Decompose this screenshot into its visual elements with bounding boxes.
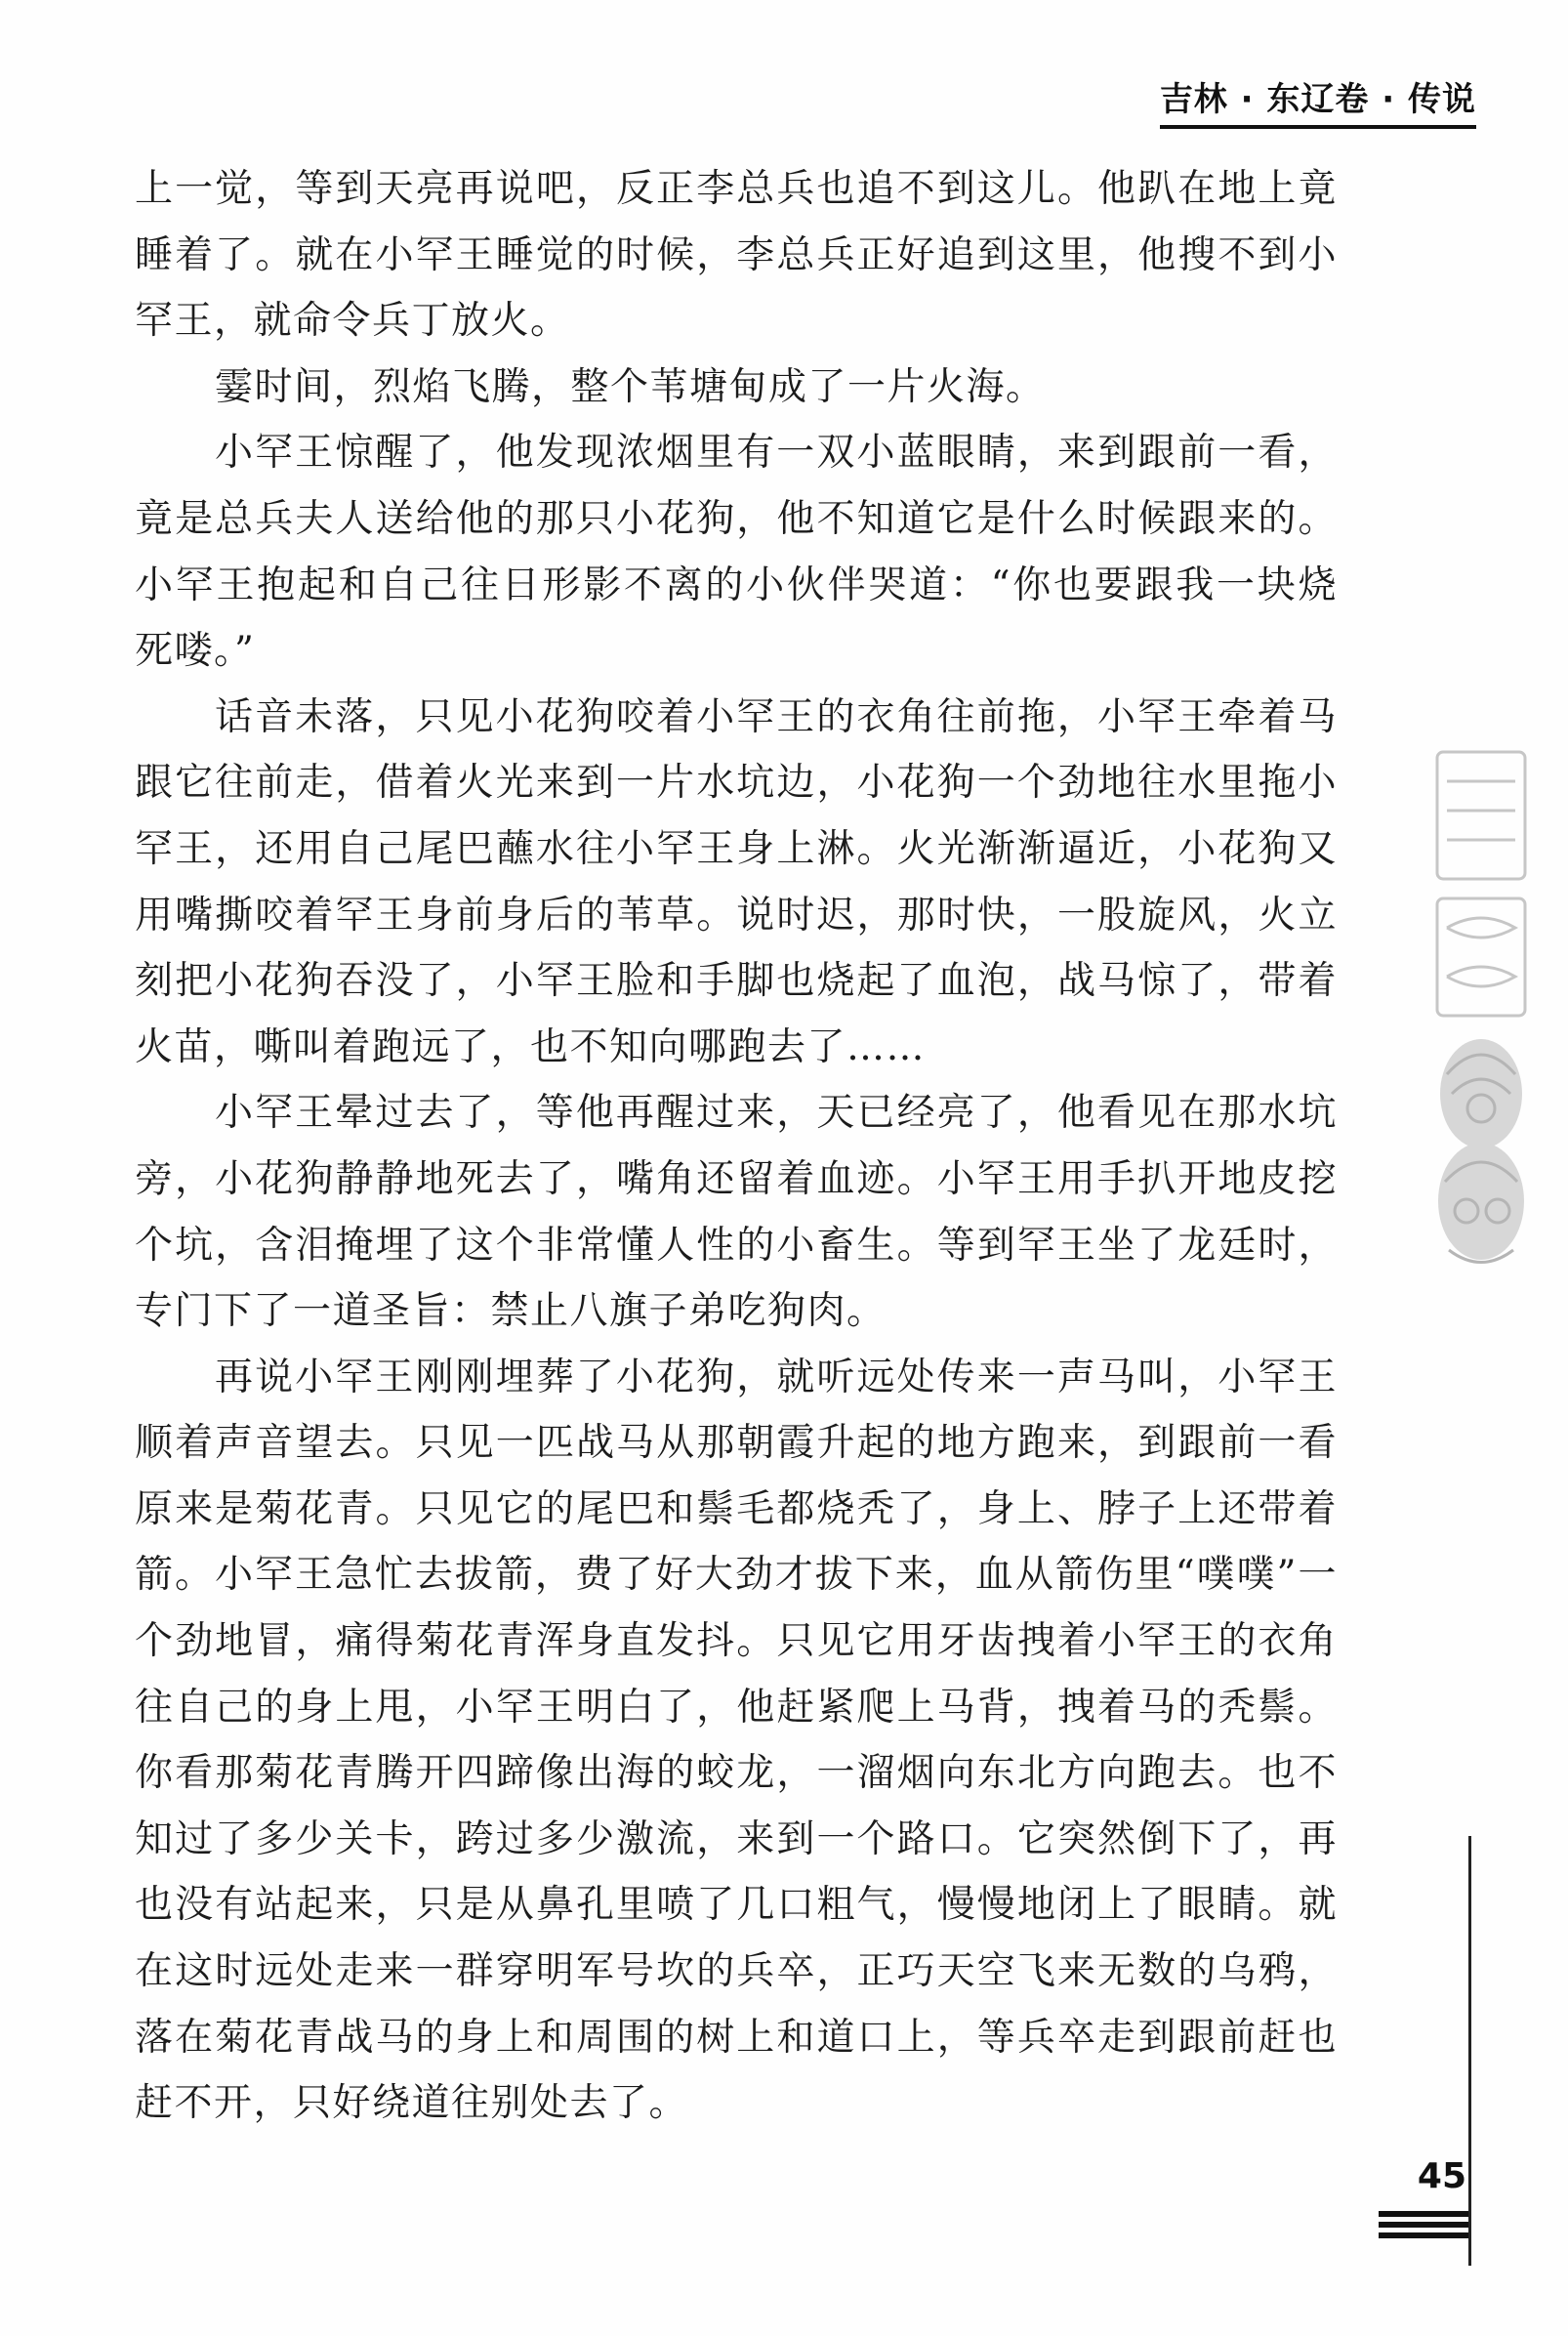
running-title: 吉林 · 东辽卷 · 传说 — [1160, 80, 1476, 129]
page-number: 45 — [1417, 2156, 1466, 2196]
paragraph-1: 上一觉，等到天亮再说吧，反正李总兵也追不到这儿。他趴在地上竟睡着了。就在小罕王睡觉的时候，李总兵正好追到这里，他搜不到小罕王，就命令兵丁放火。 — [135, 167, 1338, 344]
body-text — [135, 156, 1338, 2137]
paragraph-5: 小罕王晕过去了，等他再醒过来，天已经亮了，他看见在那水坑旁，小花狗静静地死去了，嘴角还留着血迹。小罕王用手扒开地皮挖个坑，含泪掩埋了这个非常懂人性的小畜生。等到罕王坐了龙廷时，专门下了一道圣旨：禁止八旗子弟吃狗肉。 — [135, 1091, 1338, 1334]
page-number-rule — [1379, 2222, 1468, 2228]
page-number-rule — [1379, 2232, 1468, 2238]
paragraph-6: 再说小罕王刚刚埋葬了小花狗，就听远处传来一声马叫，小罕王顺着声音望去。只见一匹战马从那朝霞升起的地方跑来，到跟前一看原来是菊花青。只见它的尾巴和鬃毛都烧秃了，身上、脖子上还带着箭。小罕王急忙去拔箭，费了好大劲才拔下来，血从箭伤里“噗噗”一个劲地冒，痛得菊花青浑身直发抖。只见它用牙齿拽着小罕王的衣角往自己的身上甩，小罕王明白了，他赶紧爬上马背，拽着马的秃鬃。你看那菊花青腾开四蹄像出海的蛟龙，一溜烟向东北方向跑去。也不知过了多少关卡，跨过多少激流，来到一个路口。它突然倒下了，再也没有站起来，只是从鼻孔里喷了几口粗气，慢慢地闭上了眼睛。就在这时远处走来一群穿明军号坎的兵卒，正巧天空飞来无数的乌鸦，落在菊花青战马的身上和周围的树上和道口上，等兵卒走到跟前赶也赶不开，只好绕道往别处去了。 — [135, 1355, 1338, 2126]
paragraph-4: 话音未落，只见小花狗咬着小罕王的衣角往前拖，小罕王牵着马跟它往前走，借着火光来到一片水坑边，小花狗一个劲地往水里拖小罕王，还用自己尾巴蘸水往小罕王身上淋。火光渐渐逼近，小花狗又用嘴撕咬着罕王身前身后的苇草。说时迟，那时快，一股旋风，火立刻把小花狗吞没了，小罕王脸和手脚也烧起了血泡，战马惊了，带着火苗，嘶叫着跑远了，也不知向哪跑去了…… — [135, 694, 1338, 1069]
paragraph-2: 霎时间，烈焰飞腾，整个苇塘甸成了一片火海。 — [215, 364, 1046, 409]
page-number-rule — [1379, 2211, 1468, 2217]
paragraph-3: 小罕王惊醒了，他发现浓烟里有一双小蓝眼睛，来到跟前一看，竟是总兵夫人送给他的那只小花狗，他不知道它是什么时候跟来的。小罕王抱起和自己往日形影不离的小伙伴哭道：“你也要跟我一块烧死喽。” — [135, 431, 1338, 674]
margin-ornament-icon — [1427, 742, 1535, 1289]
page-number-rules — [1379, 2211, 1468, 2243]
running-header — [1160, 72, 1476, 129]
vertical-rule — [1468, 1836, 1471, 2266]
